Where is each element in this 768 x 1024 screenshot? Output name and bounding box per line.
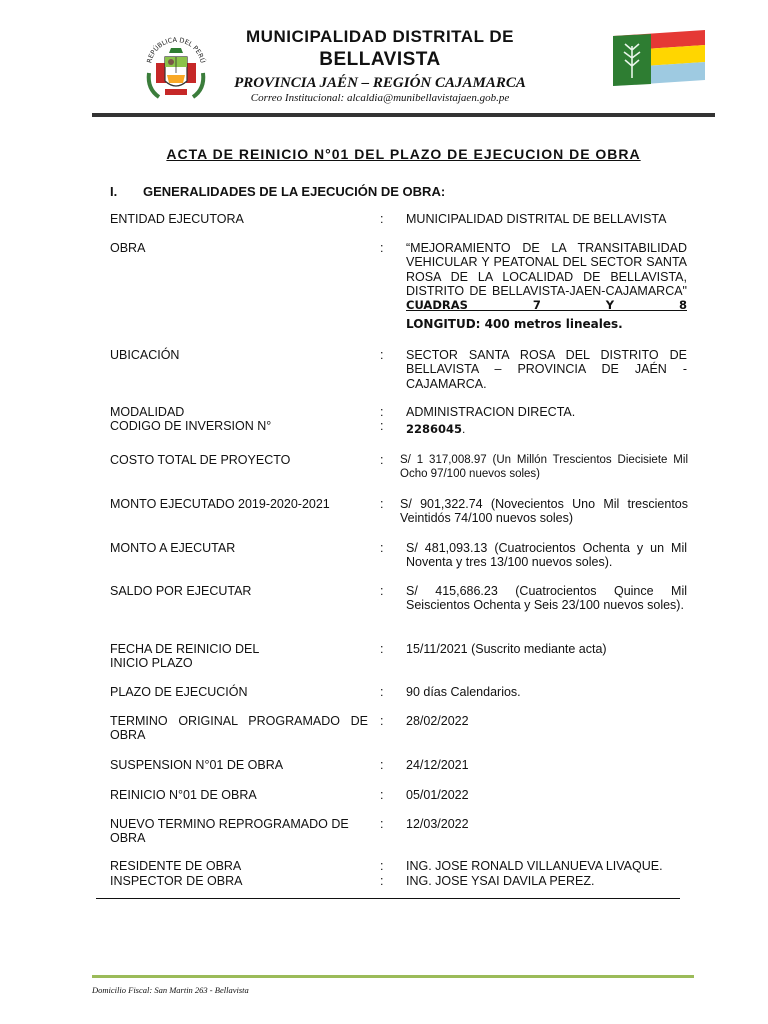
- value-nuevo-termino: 12/03/2022: [406, 817, 469, 831]
- label-entidad-ejecutora: ENTIDAD EJECUTORA: [110, 212, 244, 226]
- seal-text: REPÚBLICA DEL PERÚ: [145, 35, 207, 64]
- colon: :: [380, 642, 384, 656]
- value-reinicio: 05/01/2022: [406, 788, 469, 802]
- colon: :: [380, 817, 384, 831]
- label-suspension: SUSPENSION N°01 DE OBRA: [110, 758, 284, 772]
- value-residente: ING. JOSE RONALD VILLANUEVA LIVAQUE.: [406, 859, 663, 873]
- institutional-email: Correo Institucional: alcaldia@munibellavistajaen.gob.pe: [250, 92, 510, 104]
- value-saldo-por-ejecutar: S/ 415,686.23 (Cuatrocientos Quince Mil Seiscientos Ochenta y Seis 23/100 nuevos soles).: [406, 584, 687, 613]
- colon: :: [380, 405, 384, 419]
- content-divider: [96, 898, 680, 899]
- value-monto-ejecutado: S/ 901,322.74 (Novecientos Uno Mil trescientos Veintidós 74/100 nuevos soles): [400, 497, 688, 526]
- value-codigo-inversion: [406, 422, 465, 436]
- value-costo-total: S/ 1 317,008.97 (Un Millón Trescientos Diecisiete Mil Ocho 97/100 nuevos soles): [400, 454, 688, 481]
- institution-name: BELLAVISTA: [319, 49, 441, 70]
- codigo-number: 2286045: [406, 422, 463, 436]
- colon: :: [380, 241, 384, 255]
- label-monto-a-ejecutar: MONTO A EJECUTAR: [110, 541, 236, 555]
- label-inspector: INSPECTOR DE OBRA: [110, 874, 243, 888]
- label-plazo-ejecucion: PLAZO DE EJECUCIÓN: [110, 685, 248, 699]
- label-costo-total: COSTO TOTAL DE PROYECTO: [110, 453, 291, 467]
- label-fecha-reinicio: FECHA DE REINICIO DEL: [110, 642, 260, 656]
- value-inspector: ING. JOSE YSAI DAVILA PEREZ.: [406, 874, 595, 888]
- footer-divider: [92, 975, 694, 978]
- colon: :: [380, 584, 384, 598]
- label-nuevo-termino: NUEVO TERMINO REPROGRAMADO DE OBRA: [110, 817, 349, 845]
- colon: :: [380, 714, 384, 728]
- document-title: ACTA DE REINICIO N°01 DEL PLAZO DE EJECUCION DE OBRA: [166, 146, 641, 162]
- value-entidad-ejecutora: MUNICIPALIDAD DISTRITAL DE BELLAVISTA: [406, 212, 667, 226]
- obra-cuadras: CUADRAS 7 Y 8: [406, 298, 687, 313]
- institution-title: MUNICIPALIDAD DISTRITAL DE: [246, 27, 514, 46]
- section-title: GENERALIDADES DE LA EJECUCIÓN DE OBRA:: [143, 184, 446, 199]
- label-codigo-inversion: CODIGO DE INVERSION N°: [110, 419, 272, 433]
- label-monto-ejecutado: MONTO EJECUTADO 2019-2020-2021: [110, 497, 330, 511]
- footer-address: Domicilio Fiscal: San Martin 263 - Bellavista: [92, 985, 249, 995]
- colon: :: [380, 685, 384, 699]
- colon: :: [380, 348, 384, 362]
- value-obra: [406, 241, 687, 312]
- value-plazo-ejecucion: 90 días Calendarios.: [406, 685, 521, 699]
- value-ubicacion: SECTOR SANTA ROSA DEL DISTRITO DE BELLAVISTA – PROVINCIA DE JAÉN - CAJAMARCA.: [406, 348, 687, 391]
- section-number: I.: [110, 184, 118, 199]
- value-modalidad: ADMINISTRACION DIRECTA.: [406, 405, 576, 419]
- colon: :: [380, 859, 384, 873]
- label-ubicacion: UBICACIÓN: [110, 348, 180, 362]
- value-fecha-reinicio: 15/11/2021 (Suscrito mediante acta): [406, 642, 607, 656]
- colon: :: [380, 419, 384, 433]
- label-modalidad: MODALIDAD: [110, 405, 185, 419]
- value-termino-original: 28/02/2022: [406, 714, 469, 728]
- header-divider: [92, 113, 715, 117]
- province-region: PROVINCIA JAÉN – REGIÓN CAJAMARCA: [234, 75, 526, 91]
- colon: :: [380, 212, 384, 226]
- label-reinicio: REINICIO N°01 DE OBRA: [110, 788, 257, 802]
- obra-longitud: LONGITUD: 400 metros lineales.: [406, 317, 623, 331]
- colon: :: [380, 874, 384, 888]
- bellavista-flag-logo: [613, 30, 705, 86]
- codigo-suffix: .: [462, 422, 466, 436]
- colon: :: [380, 541, 384, 555]
- value-monto-a-ejecutar: S/ 481,093.13 (Cuatrocientos Ochenta y un Mil Noventa y tres 13/100 nuevos soles).: [406, 541, 687, 570]
- label-saldo-por-ejecutar: SALDO POR EJECUTAR: [110, 584, 252, 598]
- label-termino-original: TERMINO ORIGINAL PROGRAMADO DE OBRA: [110, 714, 368, 742]
- colon: :: [380, 758, 384, 772]
- label-obra: OBRA: [110, 241, 146, 255]
- label-inicio-plazo: INICIO PLAZO: [110, 656, 193, 670]
- colon: :: [380, 497, 384, 511]
- obra-description: “MEJORAMIENTO DE LA TRANSITABILIDAD VEHICULAR Y PEATONAL DEL SECTOR SANTA ROSA DE LA LOCALIDAD DE BELLAVISTA, DISTRITO DE BELLAVISTA-JAEN-CAJAMARCA": [406, 241, 687, 298]
- colon: :: [380, 788, 384, 802]
- value-suspension: 24/12/2021: [406, 758, 469, 772]
- colon: :: [380, 453, 384, 467]
- label-residente: RESIDENTE DE OBRA: [110, 859, 242, 873]
